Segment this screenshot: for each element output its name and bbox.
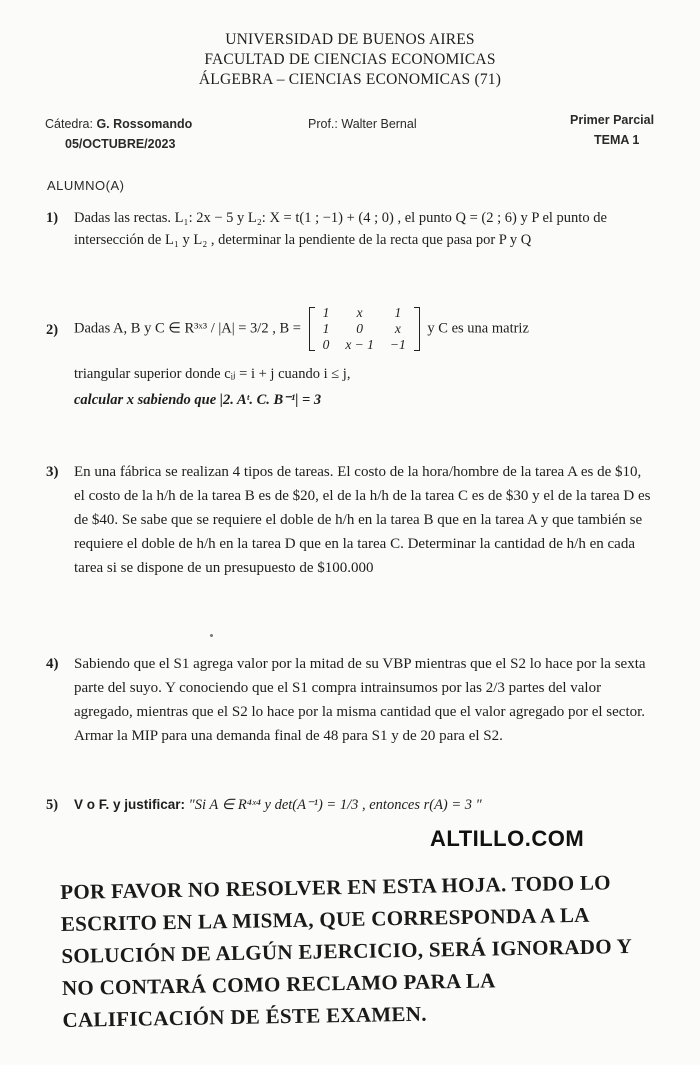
matrix-row: [315, 321, 414, 337]
faculty-name: FACULTAD DE CIENCIAS ECONOMICAS: [204, 51, 496, 68]
question-text: Dadas las rectas. L₁: 2x − 5 y L₂: X = t(1 ; −1) + (4 ; 0) , el punto Q = (2 ; 6) y P el punto de intersección de L₁ y L₂ , determinar la pendiente de la recta que pasa por P y Q: [74, 210, 607, 248]
matrix-cell: x: [356, 305, 363, 320]
question-line: [74, 794, 652, 816]
question-lead: Dadas A, B y C ∈ R³ˣ³ / |A| = 3/2 , B =: [74, 320, 301, 337]
question-text: En una fábrica se realizan 4 tipos de tareas. El costo de la hora/hombre de la tarea A es de $10, el costo de la h/h de la tarea B es de $20, el de la h/h de la tarea C es de $30 y el de la tarea D es de $40. Se sabe que se requiere el doble de h/h en la tarea B que en la tarea A y que también se requiere el doble de h/h en la tarea D que en la tarea C. Determinar la cantidad de h/h en cada tarea si se dispone de un presupuesto de $100.000: [74, 464, 651, 576]
question-text: Sabiendo que el S1 agrega valor por la mitad de su VBP mientras que el S2 lo hace por la sexta parte del suyo. Y conociendo que el S1 compra intrainsumos por las 2/3 partes del valor agregado, mientras que el S2 lo hace por la misma cantidad que el valor agregado por el sector. Armar la MIP para una demanda final de 48 para S1 y de 20 para el S2.: [74, 656, 646, 744]
question-2: [46, 305, 652, 411]
matrix-b-table: [315, 305, 414, 353]
question-number: 2): [46, 322, 59, 338]
question-3: [46, 460, 652, 580]
matrix-cell: x − 1: [345, 337, 374, 352]
matrix-b: [309, 305, 420, 353]
matrix-row: [315, 337, 414, 353]
question-1: [46, 207, 652, 251]
prof-label: Prof.:: [308, 117, 338, 131]
warning-notice: POR FAVOR NO RESOLVER EN ESTA HOJA. TODO LO ESCRITO EN LA MISMA, QUE CORRESPONDA A LA SOLUCIÓN DE ALGÚN EJERCICIO, SERÁ IGNORADO Y NO CONTARÁ COMO RECLAMO PARA LA CALIFICACIÓN DE ÉSTE EXAMEN.: [60, 870, 632, 1032]
exam-date: 05/OCTUBRE/2023: [65, 137, 176, 151]
question-lead-line: [74, 305, 652, 353]
matrix-row: [315, 305, 414, 321]
paper-speck: [210, 634, 213, 637]
question-label: V o F. y justificar:: [74, 797, 186, 812]
altillo-watermark: ALTILLO.COM: [430, 826, 585, 851]
matrix-cell: 1: [394, 305, 402, 320]
question-4: [46, 652, 652, 748]
question-5: [46, 794, 652, 816]
matrix-cell: 0: [356, 321, 363, 336]
university-name: UNIVERSIDAD DE BUENOS AIRES: [225, 31, 475, 48]
matrix-cell: −1: [389, 337, 406, 352]
question-tail: y C es una matriz: [427, 320, 529, 337]
question-number: 4): [46, 656, 59, 672]
exam-header: [0, 30, 700, 90]
question-number: 3): [46, 464, 59, 480]
exam-tema: TEMA 1: [594, 133, 640, 147]
prof-value: Walter Bernal: [341, 117, 417, 131]
matrix-cell: x: [394, 321, 401, 336]
question-text: "Si A ∈ R⁴ˣ⁴ y det(A⁻¹) = 1/3 , entonces r(A) = 3 ": [188, 797, 482, 813]
matrix-cell: 1: [322, 321, 330, 336]
matrix-cell: 0: [322, 337, 330, 352]
question-number: 1): [46, 210, 59, 226]
catedra-value: G. Rossomando: [96, 117, 193, 131]
matrix-cell: 1: [322, 305, 330, 320]
alumno-label: ALUMNO(A): [47, 178, 125, 193]
exam-type: Primer Parcial: [570, 113, 655, 127]
catedra-label: Cátedra:: [45, 117, 93, 131]
course-name: ÁLGEBRA – CIENCIAS ECONOMICAS (71): [198, 71, 502, 88]
question-line-3: calcular x sabiendo que |2. Aᵗ. C. B⁻¹| = 3: [74, 392, 322, 408]
question-line-2: triangular superior donde cᵢⱼ = i + j cuando i ≤ j,: [74, 366, 351, 382]
question-number: 5): [46, 797, 59, 813]
prof-line: [308, 117, 417, 131]
catedra-line: [45, 117, 192, 131]
